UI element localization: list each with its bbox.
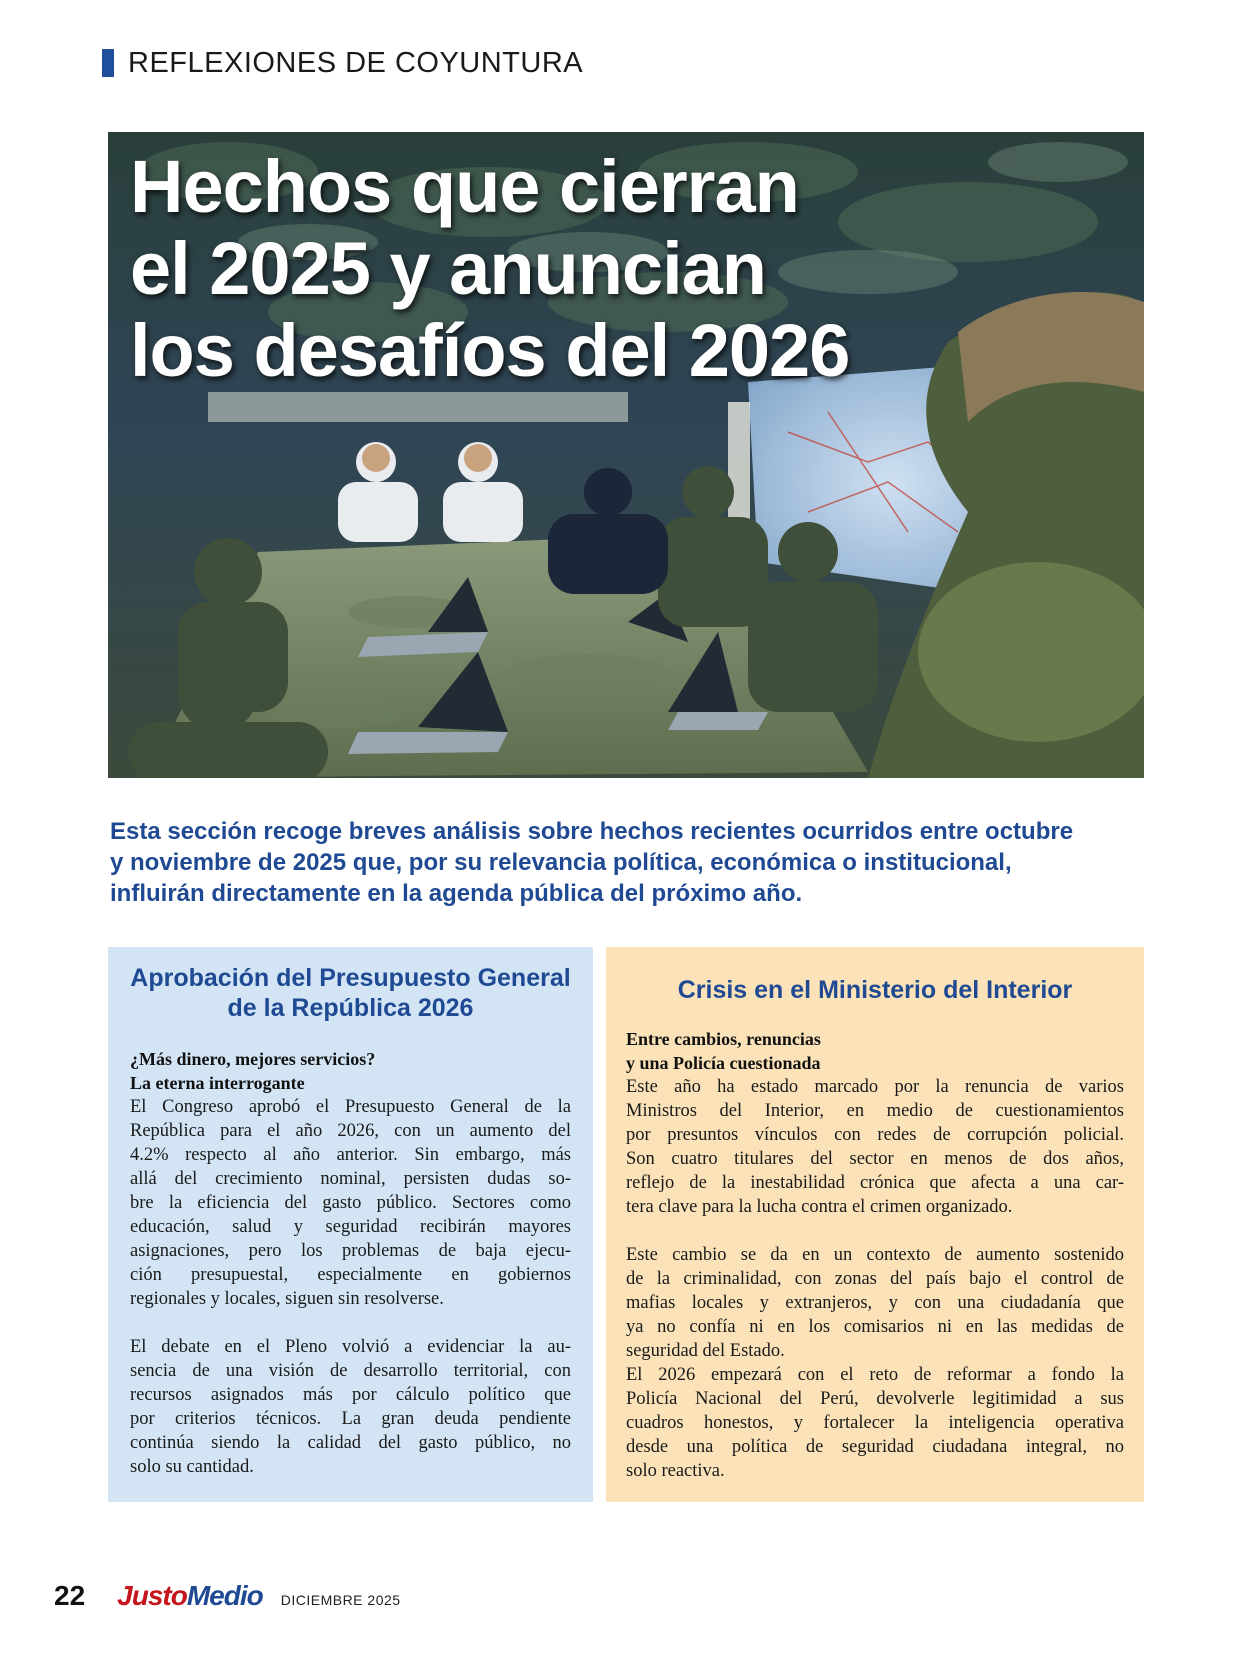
text-line: cuadros honestos, y fortalecer la inteligencia operativa <box>626 1413 1124 1433</box>
title-line: de la República 2026 <box>227 994 474 1022</box>
subhead-line: La eterna interrogante <box>130 1073 305 1093</box>
interior-paragraph-2 <box>626 1243 1124 1363</box>
headline-line: los desafíos del 2026 <box>130 309 850 392</box>
text-line: El debate en el Pleno volvió a evidenciar la au- <box>130 1337 571 1357</box>
text-line: educación, salud y seguridad recibirán mayores <box>130 1217 571 1237</box>
text-line: bre la eficiencia del gasto público. Sectores como <box>130 1193 571 1213</box>
headline <box>130 146 849 392</box>
text-line: asignaciones, pero los problemas de baja ejecu- <box>130 1241 571 1261</box>
text-line: Policía Nacional del Perú, devolverle legitimidad a sus <box>626 1389 1124 1409</box>
budget-article-title <box>130 963 571 1023</box>
intro-line: influirán directamente en la agenda pública del próximo año. <box>110 880 803 907</box>
text-line: República para el año 2026, con un aumento del <box>130 1121 571 1141</box>
text-line: Son cuatro titulares del sector en menos de dos años, <box>626 1149 1124 1169</box>
subhead-line: y una Policía cuestionada <box>626 1053 821 1073</box>
logo-part: Justo <box>117 1580 187 1611</box>
text-line: regionales y locales, siguen sin resolverse. <box>130 1289 444 1309</box>
interior-article-box <box>606 947 1144 1502</box>
text-line: El Congreso aprobó el Presupuesto General de la <box>130 1097 571 1117</box>
text-line: solo su cantidad. <box>130 1457 254 1477</box>
title-line: Aprobación del Presupuesto General <box>130 964 571 992</box>
text-line: Ministros del Interior, en medio de cuestionamientos <box>626 1101 1124 1121</box>
text-line: por criterios técnicos. La gran deuda pendiente <box>130 1409 571 1429</box>
logo-part: Medio <box>186 1580 263 1611</box>
issue-date: DICIEMBRE 2025 <box>280 1592 401 1608</box>
text-line: desde una política de seguridad ciudadana integral, no <box>626 1437 1124 1457</box>
text-line: reflejo de la inestabilidad crónica que afecta a una car- <box>626 1173 1124 1193</box>
hero-image <box>108 132 1144 778</box>
text-line: solo reactiva. <box>626 1461 725 1481</box>
title-line: Crisis en el Ministerio del Interior <box>677 976 1073 1004</box>
text-line: continúa siendo la calidad del gasto público, no <box>130 1433 571 1453</box>
subhead-line: ¿Más dinero, mejores servicios? <box>130 1049 376 1069</box>
interior-article-subhead <box>626 1027 1124 1075</box>
text-line: Este año ha estado marcado por la renuncia de varios <box>626 1077 1124 1097</box>
text-line: recursos asignados más por cálculo político que <box>130 1385 571 1405</box>
interior-paragraph-1 <box>626 1075 1124 1219</box>
text-line: El 2026 empezará con el reto de reformar a fondo la <box>626 1365 1124 1385</box>
page-number: 22 <box>54 1580 86 1611</box>
text-line: ción presupuestal, especialmente en gobiernos <box>130 1265 571 1285</box>
intro-paragraph <box>110 816 1110 909</box>
text-line: por presuntos vínculos con redes de corrupción policial. <box>626 1125 1124 1145</box>
text-line: tera clave para la lucha contra el crimen organizado. <box>626 1197 1013 1217</box>
text-line: sencia de una visión de desarrollo territorial, con <box>130 1361 571 1381</box>
text-line: de la criminalidad, con zonas del país bajo el control de <box>626 1269 1124 1289</box>
text-line: mafias locales y extranjeros, y con una ciudadanía que <box>626 1293 1124 1313</box>
interior-paragraph-3 <box>626 1363 1124 1483</box>
subhead-line: Entre cambios, renuncias <box>626 1029 821 1049</box>
budget-paragraph-2 <box>130 1335 571 1479</box>
intro-line: Esta sección recoge breves análisis sobre hechos recientes ocurridos entre octubre <box>110 818 1074 845</box>
headline-line: Hechos que cierran <box>130 145 799 228</box>
text-line: Este cambio se da en un contexto de aumento sostenido <box>626 1245 1124 1265</box>
text-line: 4.2% respecto al año anterior. Sin embargo, más <box>130 1145 571 1165</box>
headline-line: el 2025 y anuncian <box>130 227 767 310</box>
intro-line: y noviembre de 2025 que, por su relevancia política, económica o institucional, <box>110 849 1012 876</box>
text-line: allá del crecimiento nominal, persisten dudas so- <box>130 1169 571 1189</box>
text-line: ya no confía ni en los comisarios ni en las medidas de <box>626 1317 1124 1337</box>
section-marker <box>102 49 114 77</box>
section-header <box>102 48 583 78</box>
magazine-logo <box>117 1580 263 1612</box>
page-footer <box>54 1580 401 1612</box>
text-line: seguridad del Estado. <box>626 1341 785 1361</box>
budget-paragraph-1 <box>130 1095 571 1311</box>
budget-article-subhead <box>130 1047 571 1095</box>
interior-article-title <box>626 975 1124 1005</box>
section-title: REFLEXIONES DE COYUNTURA <box>128 46 584 79</box>
budget-article-box <box>108 947 593 1502</box>
